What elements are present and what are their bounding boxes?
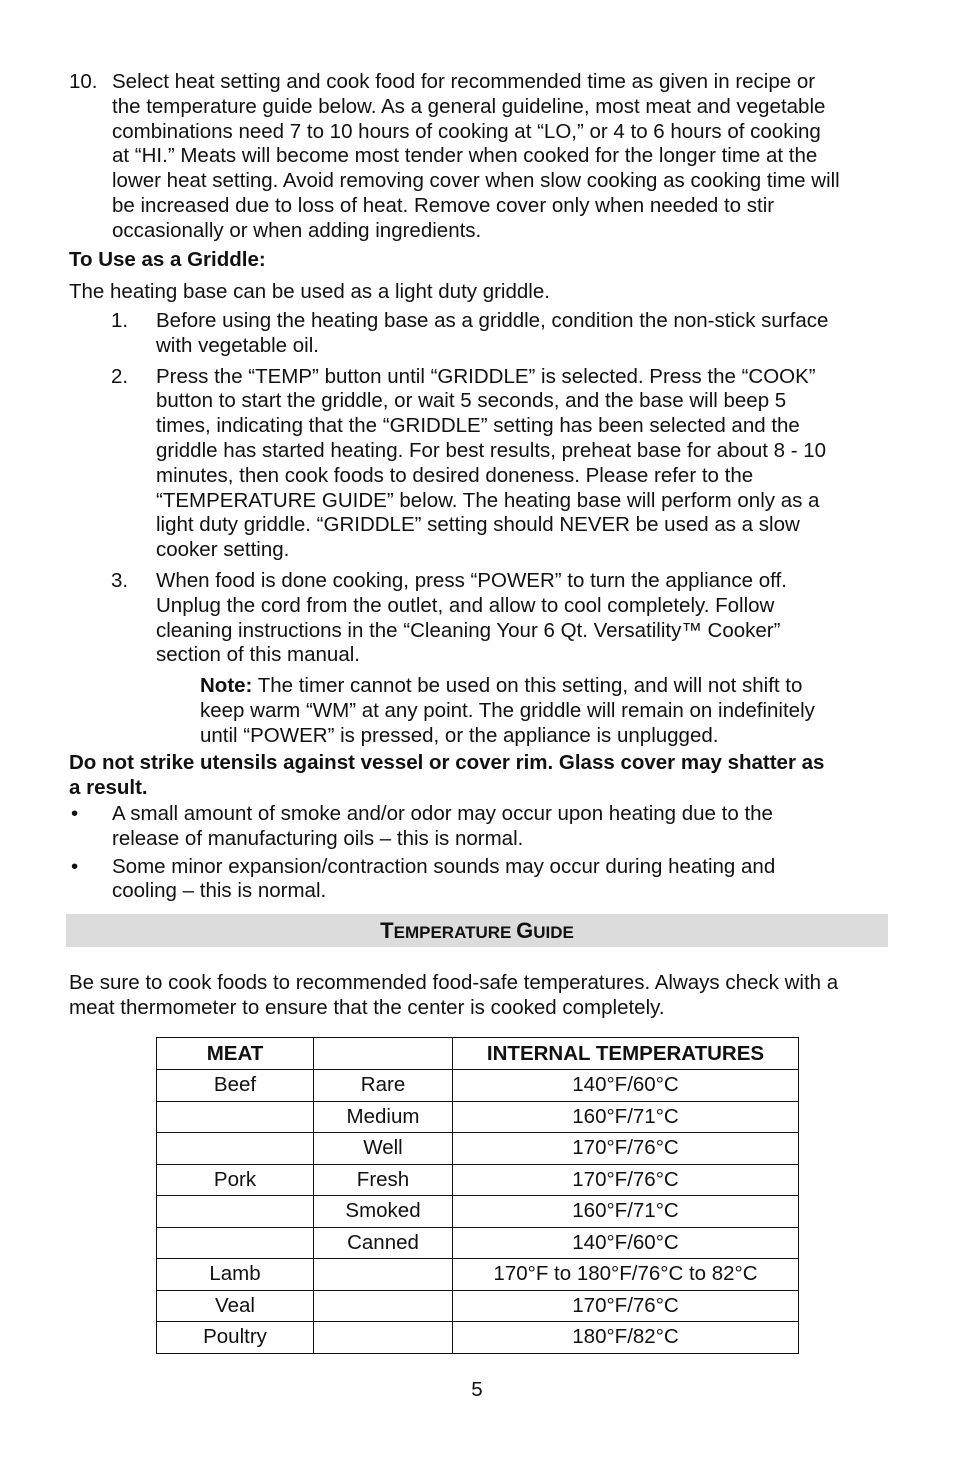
temperature-cell: 170°F/76°C xyxy=(453,1164,799,1196)
text-line xyxy=(200,674,891,699)
griddle-step-2 xyxy=(111,365,891,563)
table-row xyxy=(157,1259,799,1291)
text-line: Press the “TEMP” button until “GRIDDLE” is selected. Press the “COOK” xyxy=(156,364,816,388)
guide-intro xyxy=(69,971,889,1021)
griddle-step-3 xyxy=(111,569,891,668)
list-item xyxy=(69,802,889,852)
doneness-cell: Rare xyxy=(314,1070,453,1102)
title-rest: UIDE xyxy=(533,923,574,942)
table-row xyxy=(157,1133,799,1165)
bullet-text xyxy=(112,855,889,905)
temperature-cell: 170°F to 180°F/76°C to 82°C xyxy=(453,1259,799,1291)
text-line: lower heat setting. Avoid removing cover when slow cooking as cooking time will xyxy=(112,169,840,193)
table-row xyxy=(157,1322,799,1354)
meat-cell: Beef xyxy=(157,1070,314,1102)
table-header-row xyxy=(157,1038,799,1070)
temperature-cell: 140°F/60°C xyxy=(453,1227,799,1259)
text-line: Select heat setting and cook food for recommended time as given in recipe or xyxy=(112,70,816,93)
doneness-cell: Medium xyxy=(314,1101,453,1133)
meat-cell: Poultry xyxy=(157,1322,314,1354)
table-row xyxy=(157,1164,799,1196)
griddle-note xyxy=(200,674,891,748)
bullet-text xyxy=(112,802,889,852)
table-row xyxy=(157,1196,799,1228)
text-line: release of manufacturing oils – this is normal. xyxy=(112,826,524,850)
text-line: griddle has started heating. For best results, preheat base for about 8 - 10 xyxy=(156,438,827,462)
griddle-heading: To Use as a Griddle: xyxy=(69,248,266,271)
text-line: the temperature guide below. As a general guideline, most meat and vegetable xyxy=(112,94,826,118)
instruction-item-10 xyxy=(69,70,889,244)
item-number: 10. xyxy=(69,70,98,93)
note-text: The timer cannot be used on this setting, and will not shift to xyxy=(252,674,803,698)
text-line: a result. xyxy=(69,775,148,799)
item-text xyxy=(112,70,889,244)
doneness-cell xyxy=(314,1322,453,1354)
temperature-cell: 170°F/76°C xyxy=(453,1290,799,1322)
bullet-icon: • xyxy=(71,854,79,878)
meat-cell xyxy=(157,1133,314,1165)
doneness-cell xyxy=(314,1290,453,1322)
table-row xyxy=(157,1227,799,1259)
meat-cell: Veal xyxy=(157,1290,314,1322)
temperature-table xyxy=(156,1037,799,1354)
temperature-cell: 180°F/82°C xyxy=(453,1322,799,1354)
step-text xyxy=(156,569,891,668)
text-line: keep warm “WM” at any point. The griddle will remain on indefinitely xyxy=(200,698,815,722)
text-line: Do not strike utensils against vessel or cover rim. Glass cover may shatter as xyxy=(69,751,825,774)
griddle-intro: The heating base can be used as a light duty griddle. xyxy=(69,280,550,303)
text-line: section of this manual. xyxy=(156,643,360,667)
section-title-temperature-guide xyxy=(66,914,888,947)
text-line: cleaning instructions in the “Cleaning Your 6 Qt. Versatility™ Cooker” xyxy=(156,618,781,642)
step-text xyxy=(156,365,891,563)
doneness-cell: Fresh xyxy=(314,1164,453,1196)
note-label: Note: xyxy=(200,674,253,698)
griddle-steps xyxy=(111,309,891,749)
text-line: with vegetable oil. xyxy=(156,333,319,357)
title-rest: EMPERATURE xyxy=(393,923,517,942)
step-number: 3. xyxy=(111,568,129,592)
temperature-cell: 160°F/71°C xyxy=(453,1101,799,1133)
text-line: Be sure to cook foods to recommended food-safe temperatures. Always check with a xyxy=(69,971,839,994)
text-line: Some minor expansion/contraction sounds may occur during heating and xyxy=(112,854,776,878)
step-text xyxy=(156,309,891,359)
header-cell xyxy=(314,1038,453,1070)
doneness-cell: Smoked xyxy=(314,1196,453,1228)
table-row xyxy=(157,1101,799,1133)
warning-text xyxy=(69,751,889,801)
text-line: button to start the griddle, or wait 5 seconds, and the base will beep 5 xyxy=(156,389,787,413)
text-line: be increased due to loss of heat. Remove cover only when needed to stir xyxy=(112,193,775,217)
meat-cell: Lamb xyxy=(157,1259,314,1291)
text-line: meat thermometer to ensure that the center is cooked completely. xyxy=(69,995,665,1019)
text-line: at “HI.” Meats will become most tender when cooked for the longer time at the xyxy=(112,144,818,168)
text-line: minutes, then cook foods to desired doneness. Please refer to the xyxy=(156,463,754,487)
text-line: When food is done cooking, press “POWER” to turn the appliance off. xyxy=(156,568,787,592)
title-initial: T xyxy=(380,918,394,943)
text-line: Before using the heating base as a griddle, condition the non-stick surface xyxy=(156,309,829,332)
text-line: cooker setting. xyxy=(156,538,290,562)
temperature-cell: 170°F/76°C xyxy=(453,1133,799,1165)
meat-cell xyxy=(157,1101,314,1133)
text-line: cooling – this is normal. xyxy=(112,879,327,903)
text-line: “TEMPERATURE GUIDE” below. The heating base will perform only as a xyxy=(156,488,820,512)
meat-cell xyxy=(157,1227,314,1259)
header-cell: MEAT xyxy=(157,1038,314,1070)
step-number: 2. xyxy=(111,364,129,388)
meat-cell xyxy=(157,1196,314,1228)
meat-cell: Pork xyxy=(157,1164,314,1196)
title-initial: G xyxy=(516,918,534,943)
bullet-icon: • xyxy=(71,802,79,825)
doneness-cell xyxy=(314,1259,453,1291)
text-line: A small amount of smoke and/or odor may occur upon heating due to the xyxy=(112,802,773,825)
temperature-cell: 160°F/71°C xyxy=(453,1196,799,1228)
text-line: occasionally or when adding ingredients. xyxy=(112,218,482,242)
text-line: Unplug the cord from the outlet, and allow to cool completely. Follow xyxy=(156,593,775,617)
header-cell: INTERNAL TEMPERATURES xyxy=(453,1038,799,1070)
page-number: 5 xyxy=(471,1378,483,1401)
doneness-cell: Well xyxy=(314,1133,453,1165)
text-line: combinations need 7 to 10 hours of cooking at “LO,” or 4 to 6 hours of cooking xyxy=(112,119,821,143)
temperature-cell: 140°F/60°C xyxy=(453,1070,799,1102)
text-line: until “POWER” is pressed, or the appliance is unplugged. xyxy=(200,723,719,747)
griddle-step-1 xyxy=(111,309,891,359)
doneness-cell: Canned xyxy=(314,1227,453,1259)
bullet-list xyxy=(69,802,889,907)
table-row xyxy=(157,1070,799,1102)
step-number: 1. xyxy=(111,309,129,332)
text-line: light duty griddle. “GRIDDLE” setting should NEVER be used as a slow xyxy=(156,513,800,537)
list-item xyxy=(69,855,889,905)
text-line: times, indicating that the “GRIDDLE” setting has been selected and the xyxy=(156,414,800,438)
table-row xyxy=(157,1290,799,1322)
